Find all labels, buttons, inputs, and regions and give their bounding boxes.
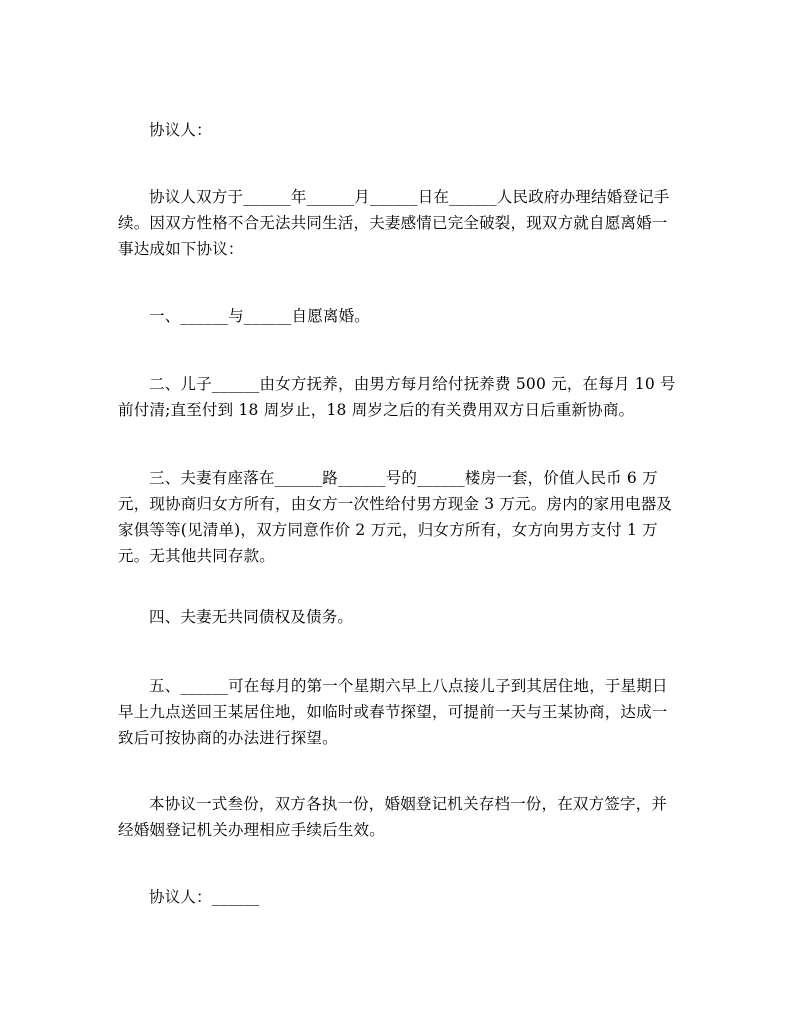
clause-3: 三、夫妻有座落在______路______号的______楼房一套，价值人民币 6 万元，现协商归女方所有，由女方一次性给付男方现金 3 万元。房内的家用电器及家俱等等(见清单)，双方同意作价 2 万元，归女方所有，女方向男方支付 1 万元。无其他共同存款。 xyxy=(118,469,673,565)
clause-1: 一、______与______自愿离婚。 xyxy=(149,307,371,325)
effect-paragraph: 本协议一式叁份，双方各执一份，婚姻登记机关存档一份，在双方签字，并经婚姻登记机关办理相应手续后生效。 xyxy=(118,795,668,839)
clause-2: 二、儿子______由女方抚养，由男方每月给付抚养费 500 元，在每月 10 号前付清;直至付到 18 周岁止，18 周岁之后的有关费用双方日后重新协商。 xyxy=(118,375,676,419)
party-heading: 协议人： xyxy=(149,121,212,139)
signature-line: 协议人：______ xyxy=(149,888,260,906)
intro-paragraph: 协议人双方于______年______月______日在______人民政府办理结婚登记手续。因双方性格不合无法共同生活，夫妻感情已完全破裂，现双方就自愿离婚一事达成如下协议： xyxy=(118,188,670,258)
clause-4: 四、夫妻无共同债权及债务。 xyxy=(149,608,354,626)
clause-5: 五、______可在每月的第一个星期六早上八点接儿子到其居住地，于星期日早上九点送回王某居住地，如临时或春节探望，可提前一天与王某协商，达成一致后可按协商的办法进行探望。 xyxy=(118,677,668,747)
